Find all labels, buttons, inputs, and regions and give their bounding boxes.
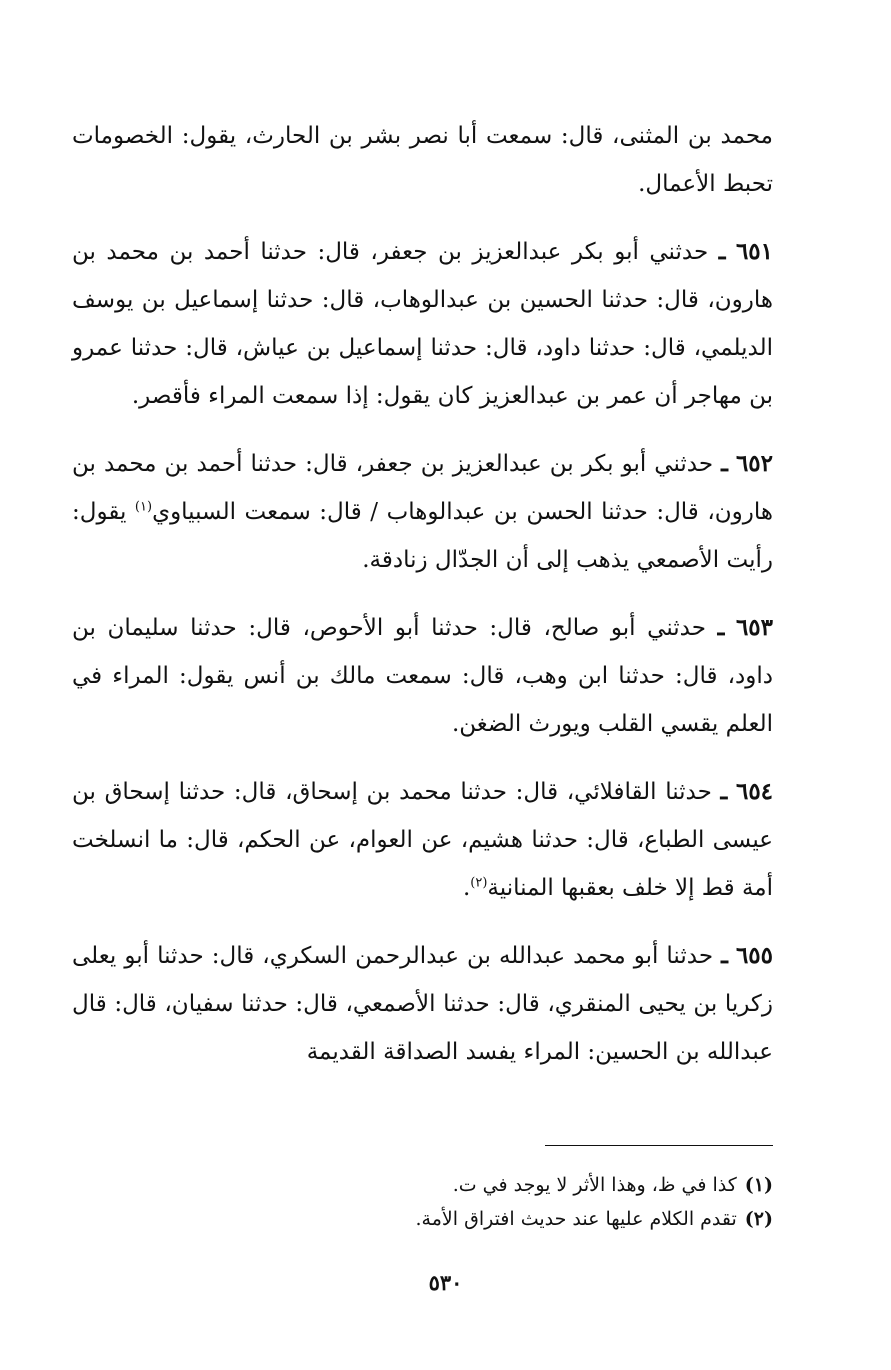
paragraph-653 xyxy=(72,604,773,748)
footnote-mark: (١) xyxy=(744,1174,773,1196)
footnote-mark: (٢) xyxy=(744,1208,773,1230)
hadith-number: ٦٥٢ xyxy=(735,450,773,477)
hadith-number: ٦٥١ xyxy=(735,238,773,265)
paragraph-text: حدثنا أبو محمد عبدالله بن عبدالرحمن السكري، قال: حدثنا أبو يعلى زكريا بن يحيى المنقري، قال: حدثنا الأصمعي، قال: حدثنا سفيان، قال: قال عبدالله بن الحسين: المراء يفسد الصداقة القديمة xyxy=(72,943,773,1065)
paragraph-text-continued: يقول: رأيت الأصمعي يذهب إلى أن الجدّال زنادقة. xyxy=(72,499,773,573)
paragraph-654 xyxy=(72,768,773,912)
paragraph-655 xyxy=(72,932,773,1076)
hadith-number: ٦٥٤ xyxy=(735,778,774,805)
footnote-text: تقدم الكلام عليها عند حديث افتراق الأمة. xyxy=(415,1208,737,1230)
number-dash: ـ xyxy=(717,614,725,641)
page-number: ٥٣٠ xyxy=(428,1270,463,1295)
paragraph-651 xyxy=(72,228,773,420)
footnote-divider xyxy=(545,1145,773,1146)
number-dash: ـ xyxy=(720,778,728,805)
paragraph-text-continued: . xyxy=(462,875,471,901)
paragraph-text: محمد بن المثنى، قال: سمعت أبا نصر بشر بن الحارث، يقول: الخصومات تحبط الأعمال. xyxy=(72,123,773,197)
paragraph-652 xyxy=(72,440,773,584)
footnote-reference[interactable]: (١) xyxy=(134,499,153,515)
footnote-text: كذا في ظ، وهذا الأثر لا يوجد في ت. xyxy=(452,1174,737,1196)
footnote-reference[interactable]: (٢) xyxy=(470,875,488,891)
paragraph-text: حدثني أبو بكر بن عبدالعزيز بن جعفر، قال: حدثنا أحمد بن محمد بن هارون، قال: حدثنا الحسن بن عبدالوهاب / قال: سمعت السبياوي xyxy=(72,451,773,525)
footnotes-section xyxy=(72,1145,773,1236)
paragraph-text: حدثني أبو بكر عبدالعزيز بن جعفر، قال: حدثنا أحمد بن محمد بن هارون، قال: حدثنا الحسين بن عبدالوهاب، قال: حدثنا إسماعيل بن يوسف الديلمي، قال: حدثنا داود، قال: حدثنا إسماعيل بن عياش، قال: حدثنا عمرو بن مهاجر أن عمر بن عبدالعزيز كان يقول: إذا سمعت المراء فأقصر. xyxy=(72,239,773,409)
paragraph-continuation xyxy=(72,112,773,208)
number-dash: ـ xyxy=(721,450,728,477)
paragraph-text: حدثنا القافلائي، قال: حدثنا محمد بن إسحاق، قال: حدثنا إسحاق بن عيسى الطباع، قال: حدثنا هشيم، عن العوام، عن الحكم، قال: ما انسلخت أمة قط إلا خلف بعقبها المنانية xyxy=(72,779,773,901)
footnote-1 xyxy=(72,1168,773,1202)
paragraph-text: حدثني أبو صالح، قال: حدثنا أبو الأحوص، قال: حدثنا سليمان بن داود، قال: حدثنا ابن وهب، قال: سمعت مالك بن أنس يقول: المراء في العلم يقسي القلب ويورث الضغن. xyxy=(72,615,773,737)
hadith-number: ٦٥٣ xyxy=(735,614,773,641)
hadith-number: ٦٥٥ xyxy=(735,942,774,969)
number-dash: ـ xyxy=(721,942,728,969)
footnote-2 xyxy=(72,1202,773,1236)
number-dash: ـ xyxy=(718,238,726,265)
